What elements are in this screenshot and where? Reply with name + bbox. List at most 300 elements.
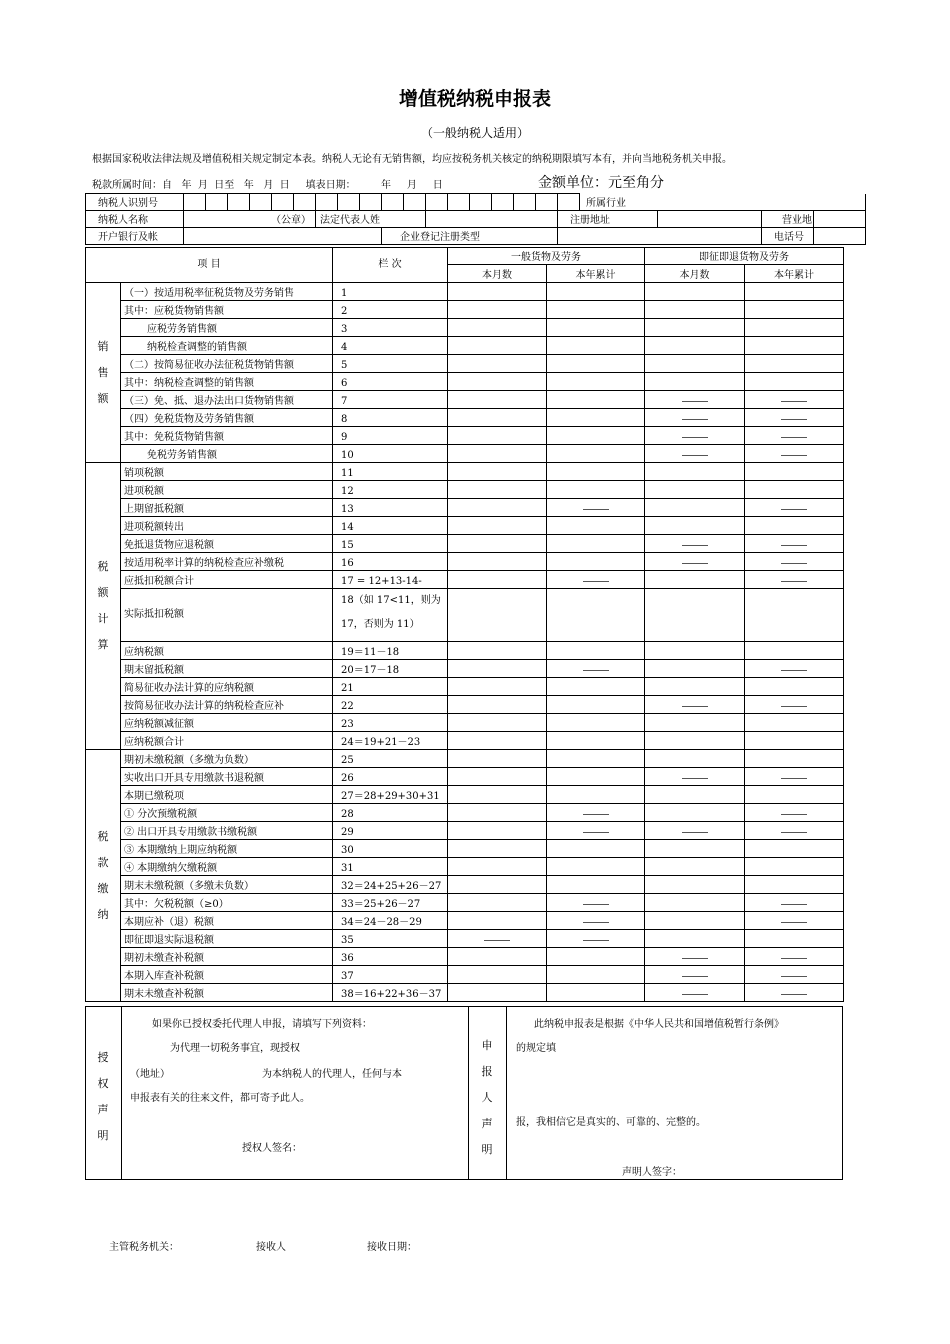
general-this-month-cell[interactable] — [448, 642, 547, 660]
refund-this-month-cell[interactable] — [645, 517, 745, 535]
not-applicable-dash — [745, 966, 844, 984]
general-this-month-cell[interactable] — [448, 876, 547, 894]
row-item-label: 按适用税率计算的纳税检查应补缴税 — [121, 553, 333, 571]
taxpayer-id-box[interactable] — [206, 194, 228, 210]
general-this-month-cell[interactable] — [448, 894, 547, 912]
general-ytd-cell[interactable] — [547, 858, 645, 876]
general-this-month-cell[interactable] — [448, 517, 547, 535]
general-this-month-cell[interactable] — [448, 589, 547, 642]
general-ytd-cell[interactable] — [547, 768, 645, 786]
table-row — [86, 535, 844, 553]
declarant-signature[interactable]: 声明人签字： — [622, 1167, 682, 1178]
general-ytd-cell[interactable] — [547, 553, 645, 571]
general-this-month-cell[interactable] — [448, 768, 547, 786]
row-item-label: ① 分次预缴税额 — [121, 804, 333, 822]
refund-this-month-cell[interactable] — [645, 840, 745, 858]
not-applicable-dash — [645, 948, 745, 966]
not-applicable-dash — [745, 894, 844, 912]
general-this-month-cell[interactable] — [448, 319, 547, 337]
row-line-formula: 23 — [333, 714, 448, 732]
row-line-formula: 21 — [333, 678, 448, 696]
taxpayer-id-box[interactable] — [272, 194, 294, 210]
row-item-label: 按简易征收办法计算的纳税检查应补 — [121, 696, 333, 714]
refund-this-month-cell[interactable] — [645, 337, 745, 355]
general-this-month-cell[interactable] — [448, 858, 547, 876]
taxpayer-id-box[interactable] — [514, 194, 536, 210]
general-this-month-cell[interactable] — [448, 301, 547, 319]
column-header-row — [86, 248, 844, 265]
refund-this-month-cell[interactable] — [645, 912, 745, 930]
taxpayer-id-box[interactable] — [448, 194, 470, 210]
table-row — [86, 445, 844, 463]
taxpayer-id-box[interactable] — [228, 194, 250, 210]
general-this-month-cell[interactable] — [448, 696, 547, 714]
refund-this-month-cell[interactable] — [645, 463, 745, 481]
row-line-formula: 32＝24+25+26－27 — [333, 876, 448, 894]
general-this-month-cell[interactable] — [448, 660, 547, 678]
general-ytd-cell[interactable] — [547, 876, 645, 894]
general-ytd-cell[interactable] — [547, 678, 645, 696]
general-this-month-cell[interactable] — [448, 822, 547, 840]
not-applicable-dash — [547, 571, 645, 589]
not-applicable-dash — [745, 696, 844, 714]
row-line-formula: 30 — [333, 840, 448, 858]
legal-rep-field[interactable] — [426, 211, 558, 228]
general-this-month-cell[interactable] — [448, 750, 547, 768]
not-applicable-dash — [547, 930, 645, 948]
general-ytd-cell[interactable] — [547, 391, 645, 409]
general-ytd-cell[interactable] — [547, 714, 645, 732]
refund-ytd-cell[interactable] — [745, 930, 844, 948]
not-applicable-dash — [745, 948, 844, 966]
refund-ytd-cell[interactable] — [745, 283, 844, 301]
row-item-label: （三）免、抵、退办法出口货物销售额 — [121, 391, 333, 409]
not-applicable-dash — [745, 804, 844, 822]
general-ytd-cell[interactable] — [547, 481, 645, 499]
not-applicable-dash — [745, 768, 844, 786]
taxpayer-name-field[interactable] — [184, 211, 316, 228]
general-ytd-cell[interactable] — [547, 642, 645, 660]
taxpayer-info-table — [85, 193, 866, 245]
general-this-month-cell[interactable] — [448, 499, 547, 517]
taxpayer-id-box[interactable] — [338, 194, 360, 210]
vat-return-table — [85, 247, 844, 1002]
not-applicable-dash — [547, 660, 645, 678]
general-this-month-cell[interactable] — [448, 678, 547, 696]
industry-label: 所属行业 — [580, 194, 866, 211]
table-row — [86, 355, 844, 373]
table-row — [86, 571, 844, 589]
row-line-formula: 29 — [333, 822, 448, 840]
general-ytd-header: 本年累计 — [547, 265, 645, 283]
table-row — [86, 750, 844, 768]
refund-this-month-cell[interactable] — [645, 589, 745, 642]
taxpayer-id-box[interactable] — [184, 194, 206, 210]
declarant-label: 申报人声明 — [481, 1039, 493, 1156]
taxpayer-id-boxes[interactable] — [184, 194, 580, 211]
general-ytd-cell[interactable] — [547, 355, 645, 373]
refund-ytd-cell[interactable] — [745, 786, 844, 804]
taxpayer-id-row — [86, 194, 866, 211]
general-ytd-cell[interactable] — [547, 696, 645, 714]
legal-rep-label: 法定代表人姓 — [316, 211, 426, 228]
not-applicable-dash — [547, 822, 645, 840]
refund-this-month-cell[interactable] — [645, 786, 745, 804]
not-applicable-dash — [547, 804, 645, 822]
row-line-formula: 13 — [333, 499, 448, 517]
refund-ytd-cell[interactable] — [745, 876, 844, 894]
row-line-formula: 7 — [333, 391, 448, 409]
refund-ytd-cell[interactable] — [745, 301, 844, 319]
general-this-month-cell[interactable] — [448, 427, 547, 445]
row-item-label: 进项税额转出 — [121, 517, 333, 535]
table-row — [86, 930, 844, 948]
taxpayer-id-box[interactable] — [558, 194, 579, 210]
not-applicable-dash — [645, 535, 745, 553]
general-this-month-cell[interactable] — [448, 804, 547, 822]
taxpayer-id-box[interactable] — [492, 194, 514, 210]
auth-line-3a: （地址） — [130, 1069, 170, 1080]
row-line-formula: 35 — [333, 930, 448, 948]
not-applicable-dash — [745, 553, 844, 571]
general-this-month-cell[interactable] — [448, 786, 547, 804]
row-item-label: 应税劳务销售额 — [121, 319, 333, 337]
row-line-formula: 10 — [333, 445, 448, 463]
general-this-month-cell[interactable] — [448, 355, 547, 373]
refund-this-month-cell[interactable] — [645, 373, 745, 391]
general-ytd-cell[interactable] — [547, 732, 645, 750]
refund-ytd-cell[interactable] — [745, 481, 844, 499]
general-this-month-cell[interactable] — [448, 283, 547, 301]
general-ytd-cell[interactable] — [547, 445, 645, 463]
general-this-month-cell[interactable] — [448, 571, 547, 589]
taxpayer-id-box[interactable] — [316, 194, 338, 210]
auth-signature[interactable]: 授权人签名： — [242, 1143, 302, 1154]
table-row — [86, 714, 844, 732]
general-this-month-cell[interactable] — [448, 463, 547, 481]
not-applicable-dash — [745, 427, 844, 445]
general-goods-header: 一般货物及劳务 — [448, 248, 645, 265]
general-ytd-cell[interactable] — [547, 948, 645, 966]
row-line-formula: 20＝17－18 — [333, 660, 448, 678]
row-item-label: 上期留抵税额 — [121, 499, 333, 517]
row-item-label: 本期入库查补税额 — [121, 966, 333, 984]
refund-this-month-cell[interactable] — [645, 481, 745, 499]
table-row — [86, 301, 844, 319]
table-row — [86, 786, 844, 804]
refund-this-month-cell[interactable] — [645, 283, 745, 301]
general-this-month-header: 本月数 — [448, 265, 547, 283]
refund-ytd-cell[interactable] — [745, 589, 844, 642]
refund-ytd-header: 本年累计 — [745, 265, 844, 283]
not-applicable-dash — [645, 696, 745, 714]
row-line-formula: 38＝16+22+36－37 — [333, 984, 448, 1002]
refund-this-month-cell[interactable] — [645, 571, 745, 589]
general-ytd-cell[interactable] — [547, 463, 645, 481]
refund-ytd-cell[interactable] — [745, 337, 844, 355]
not-applicable-dash — [547, 499, 645, 517]
tax-period-line: 税款所属时间：自 年 月 日至 年 月 日 填表日期： 年 月 日 — [92, 180, 443, 191]
receive-date-label: 接收日期： — [367, 1242, 417, 1253]
not-applicable-dash — [645, 553, 745, 571]
auth-line-3b: 为本纳税人的代理人，任何与本 — [262, 1069, 402, 1080]
row-line-formula: 34＝24－28－29 — [333, 912, 448, 930]
row-item-label: 期末未缴查补税额 — [121, 984, 333, 1002]
not-applicable-dash — [745, 499, 844, 517]
general-this-month-cell[interactable] — [448, 912, 547, 930]
general-this-month-cell[interactable] — [448, 373, 547, 391]
general-ytd-cell[interactable] — [547, 535, 645, 553]
refund-goods-header: 即征即退货物及劳务 — [645, 248, 844, 265]
row-item-label: 其中：欠税税额（≥0） — [121, 894, 333, 912]
row-line-formula: 12 — [333, 481, 448, 499]
table-row — [86, 804, 844, 822]
table-row — [86, 589, 844, 642]
receiver-label: 接收人 — [256, 1242, 286, 1253]
declaration-section — [85, 1006, 843, 1180]
refund-this-month-cell[interactable] — [645, 678, 745, 696]
not-applicable-dash — [448, 930, 547, 948]
table-row — [86, 337, 844, 355]
row-item-label: 其中：应税货物销售额 — [121, 301, 333, 319]
refund-ytd-cell[interactable] — [745, 750, 844, 768]
table-row — [86, 948, 844, 966]
refund-this-month-cell[interactable] — [645, 750, 745, 768]
general-ytd-cell[interactable] — [547, 427, 645, 445]
table-row — [86, 391, 844, 409]
row-line-formula: 27＝28+29+30+31 — [333, 786, 448, 804]
row-line-formula: 9 — [333, 427, 448, 445]
not-applicable-dash — [745, 984, 844, 1002]
row-line-formula: 26 — [333, 768, 448, 786]
business-address-field[interactable] — [814, 211, 866, 228]
not-applicable-dash — [745, 822, 844, 840]
decl-line-3: 报，我相信它是真实的、可靠的、完整的。 — [516, 1117, 706, 1128]
general-ytd-cell[interactable] — [547, 589, 645, 642]
enterprise-type-field[interactable] — [558, 228, 762, 245]
not-applicable-dash — [745, 660, 844, 678]
bank-row — [86, 228, 866, 245]
not-applicable-dash — [645, 822, 745, 840]
not-applicable-dash — [645, 966, 745, 984]
refund-ytd-cell[interactable] — [745, 840, 844, 858]
refund-this-month-cell[interactable] — [645, 804, 745, 822]
row-line-formula: 19＝11－18 — [333, 642, 448, 660]
refund-this-month-cell[interactable] — [645, 714, 745, 732]
taxpayer-id-box[interactable] — [426, 194, 448, 210]
general-ytd-cell[interactable] — [547, 373, 645, 391]
taxpayer-id-box[interactable] — [404, 194, 426, 210]
general-this-month-cell[interactable] — [448, 732, 547, 750]
not-applicable-dash — [745, 912, 844, 930]
table-row — [86, 912, 844, 930]
not-applicable-dash — [745, 571, 844, 589]
refund-ytd-cell[interactable] — [745, 714, 844, 732]
table-row — [86, 481, 844, 499]
auth-line-2: 为代理一切税务事宜，现授权 — [170, 1043, 300, 1054]
general-this-month-cell[interactable] — [448, 391, 547, 409]
table-row — [86, 732, 844, 750]
row-item-label: 应纳税额 — [121, 642, 333, 660]
taxpayer-id-box[interactable] — [536, 194, 558, 210]
row-item-label: （二）按简易征收办法征税货物销售额 — [121, 355, 333, 373]
row-line-formula: 5 — [333, 355, 448, 373]
reg-address-field[interactable] — [658, 211, 762, 228]
refund-this-month-cell[interactable] — [645, 319, 745, 337]
refund-this-month-cell[interactable] — [645, 355, 745, 373]
row-line-formula: 37 — [333, 966, 448, 984]
taxpayer-name-row — [86, 211, 866, 228]
row-line-formula: 6 — [333, 373, 448, 391]
table-row — [86, 517, 844, 535]
refund-this-month-header: 本月数 — [645, 265, 745, 283]
general-ytd-cell[interactable] — [547, 966, 645, 984]
row-line-formula: 24＝19+21－23 — [333, 732, 448, 750]
general-this-month-cell[interactable] — [448, 481, 547, 499]
row-item-label: （四）免税货物及劳务销售额 — [121, 409, 333, 427]
row-line-formula: 31 — [333, 858, 448, 876]
refund-ytd-cell[interactable] — [745, 463, 844, 481]
taxpayer-id-box[interactable] — [470, 194, 492, 210]
row-line-formula: 3 — [333, 319, 448, 337]
bank-account-label: 开户银行及帐 — [86, 228, 184, 245]
taxpayer-id-box[interactable] — [382, 194, 404, 210]
general-ytd-cell[interactable] — [547, 840, 645, 858]
seal-label: （公章） — [271, 215, 311, 226]
row-line-formula: 16 — [333, 553, 448, 571]
bank-account-field[interactable] — [184, 228, 382, 245]
table-row — [86, 319, 844, 337]
tax-calc-group-label: 税额计算 — [86, 463, 121, 750]
table-row — [86, 840, 844, 858]
general-this-month-cell[interactable] — [448, 840, 547, 858]
general-this-month-cell[interactable] — [448, 948, 547, 966]
authorization-label: 授权声明 — [97, 1051, 109, 1142]
tax-authority-label: 主管税务机关： — [109, 1242, 179, 1253]
taxpayer-name-label: 纳税人名称 — [86, 211, 184, 228]
general-this-month-cell[interactable] — [448, 984, 547, 1002]
row-line-formula: 22 — [333, 696, 448, 714]
taxpayer-id-label: 纳税人识别号 — [86, 194, 184, 211]
refund-ytd-cell[interactable] — [745, 373, 844, 391]
general-this-month-cell[interactable] — [448, 445, 547, 463]
taxpayer-id-box[interactable] — [360, 194, 382, 210]
phone-field[interactable] — [814, 228, 866, 245]
table-row — [86, 768, 844, 786]
general-ytd-cell[interactable] — [547, 337, 645, 355]
refund-this-month-cell[interactable] — [645, 301, 745, 319]
table-row — [86, 984, 844, 1002]
taxpayer-id-box[interactable] — [294, 194, 316, 210]
row-line-formula: 25 — [333, 750, 448, 768]
refund-this-month-cell[interactable] — [645, 930, 745, 948]
table-row — [86, 858, 844, 876]
row-item-label: 实际抵扣税额 — [121, 589, 333, 642]
item-header: 项 目 — [86, 248, 333, 283]
refund-ytd-cell[interactable] — [745, 517, 844, 535]
general-ytd-cell[interactable] — [547, 319, 645, 337]
table-row — [86, 660, 844, 678]
general-this-month-cell[interactable] — [448, 535, 547, 553]
row-line-formula: 8 — [333, 409, 448, 427]
not-applicable-dash — [645, 984, 745, 1002]
refund-ytd-cell[interactable] — [745, 319, 844, 337]
refund-this-month-cell[interactable] — [645, 499, 745, 517]
general-ytd-cell[interactable] — [547, 409, 645, 427]
row-line-formula: 15 — [333, 535, 448, 553]
refund-ytd-cell[interactable] — [745, 642, 844, 660]
general-this-month-cell[interactable] — [448, 409, 547, 427]
row-item-label: ③ 本期缴纳上期应纳税额 — [121, 840, 333, 858]
refund-this-month-cell[interactable] — [645, 876, 745, 894]
general-ytd-cell[interactable] — [547, 750, 645, 768]
general-this-month-cell[interactable] — [448, 337, 547, 355]
row-item-label: 本期已缴税项 — [121, 786, 333, 804]
table-row — [86, 553, 844, 571]
reg-address-label: 注册地址 — [558, 211, 658, 228]
table-row — [86, 427, 844, 445]
refund-ytd-cell[interactable] — [745, 355, 844, 373]
not-applicable-dash — [645, 768, 745, 786]
decl-line-1: 此纳税申报表是根据《中华人民共和国增值税暂行条例》 — [534, 1019, 784, 1030]
row-item-label: 期初未缴查补税额 — [121, 948, 333, 966]
general-ytd-cell[interactable] — [547, 786, 645, 804]
row-line-formula: 11 — [333, 463, 448, 481]
general-this-month-cell[interactable] — [448, 714, 547, 732]
line-header: 栏 次 — [333, 248, 448, 283]
general-ytd-cell[interactable] — [547, 517, 645, 535]
table-row — [86, 283, 844, 301]
general-this-month-cell[interactable] — [448, 966, 547, 984]
row-line-formula: 4 — [333, 337, 448, 355]
row-item-label: 应纳税额减征额 — [121, 714, 333, 732]
refund-this-month-cell[interactable] — [645, 732, 745, 750]
row-line-formula: 33＝25+26－27 — [333, 894, 448, 912]
table-row — [86, 822, 844, 840]
not-applicable-dash — [745, 445, 844, 463]
not-applicable-dash — [645, 409, 745, 427]
taxpayer-id-box[interactable] — [250, 194, 272, 210]
form-intro: 根据国家税收法律法规及增值税相关规定制定本表。纳税人无论有无销售额，均应按税务机关核定的纳税期限填写本有，并向当地税务机关申报。 — [92, 154, 732, 165]
table-row — [86, 696, 844, 714]
sales-group-label: 销售额 — [86, 283, 121, 463]
table-row — [86, 642, 844, 660]
table-row — [86, 876, 844, 894]
row-item-label: 其中：免税货物销售额 — [121, 427, 333, 445]
refund-this-month-cell[interactable] — [645, 858, 745, 876]
row-item-label: 简易征收办法计算的应纳税额 — [121, 678, 333, 696]
general-ytd-cell[interactable] — [547, 301, 645, 319]
general-this-month-cell[interactable] — [448, 553, 547, 571]
form-subtitle: （一般纳税人适用） — [420, 126, 529, 140]
row-item-label: （一）按适用税率征税货物及劳务销售 — [121, 283, 333, 301]
row-line-formula: 28 — [333, 804, 448, 822]
row-item-label: 期初未缴税额（多缴为负数） — [121, 750, 333, 768]
refund-this-month-cell[interactable] — [645, 894, 745, 912]
enterprise-type-label: 企业登记注册类型 — [382, 228, 558, 245]
refund-ytd-cell[interactable] — [745, 858, 844, 876]
row-item-label: 纳税检查调整的销售额 — [121, 337, 333, 355]
row-item-label: 即征即退实际退税额 — [121, 930, 333, 948]
table-row — [86, 894, 844, 912]
refund-ytd-cell[interactable] — [745, 732, 844, 750]
refund-this-month-cell[interactable] — [645, 660, 745, 678]
row-item-label: 期末未缴税额（多缴未负数） — [121, 876, 333, 894]
general-ytd-cell[interactable] — [547, 984, 645, 1002]
general-ytd-cell[interactable] — [547, 283, 645, 301]
refund-this-month-cell[interactable] — [645, 642, 745, 660]
refund-ytd-cell[interactable] — [745, 678, 844, 696]
